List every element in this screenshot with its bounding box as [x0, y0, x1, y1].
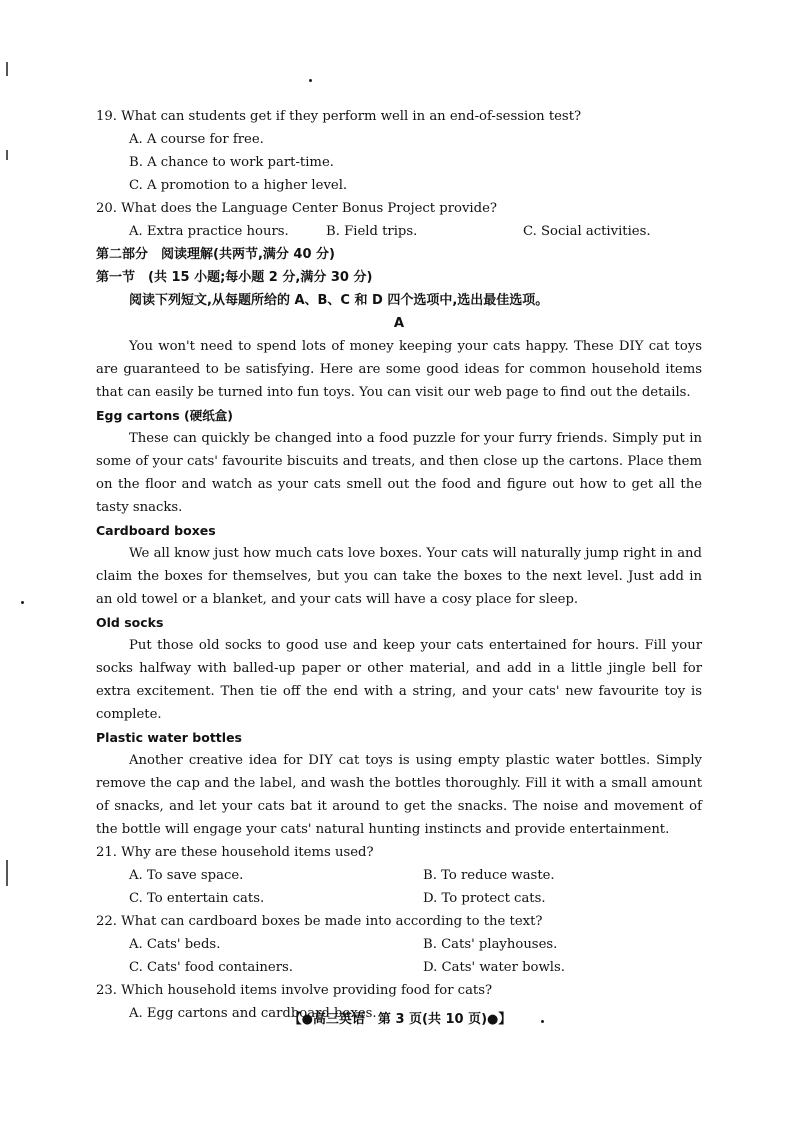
- question-21-option-c: C. To entertain cats.: [129, 891, 265, 906]
- question-20-stem: 20. What does the Language Center Bonus Project provide?: [96, 201, 497, 216]
- question-20-option-b: B. Field trips.: [326, 224, 418, 239]
- question-21-options-row1: [96, 864, 702, 887]
- section-text-old-socks: Put those old socks to good use and keep your cats entertained for hours. Fill your socks halfway with balled-up paper or other material, and add in a little jingle bell for extra excitement. Then tie off the end with a string, and your cats' new favourite toy is complete.: [96, 638, 702, 722]
- section-title-egg-cartons: Egg cartons (硬纸盒): [96, 408, 233, 423]
- section-text-cardboard-boxes: We all know just how much cats love boxes. Your cats will naturally jump right in and claim the boxes for themselves, but you can take the boxes to the next level. Just add in an old towel or a blanket, and your cats will have a cosy place for sleep.: [96, 546, 702, 607]
- section-text-plastic-bottles: Another creative idea for DIY cat toys is using empty plastic water bottles. Simply remove the cap and the label, and wash the bottles thoroughly. Fill it with a small amount of snacks, and let your cats bat it around to get the snacks. The noise and movement of the bottle will engage your cats' natural hunting instincts and provide entertainment.: [96, 753, 702, 837]
- scan-dot: [21, 601, 24, 604]
- question-21-option-b: B. To reduce waste.: [423, 868, 555, 883]
- question-23-stem: 23. Which household items involve providing food for cats?: [96, 983, 493, 998]
- question-20-option-a: A. Extra practice hours.: [129, 224, 289, 239]
- question-22-stem: 22. What can cardboard boxes be made into according to the text?: [96, 914, 543, 929]
- section-title-old-socks: Old socks: [96, 615, 164, 630]
- question-22-option-b: B. Cats' playhouses.: [423, 937, 558, 952]
- passage-label: A: [393, 316, 405, 331]
- scan-edge-mark: [6, 860, 8, 886]
- question-22-options-row2: [96, 956, 702, 979]
- passage-intro: You won't need to spend lots of money keeping your cats happy. These DIY cat toys are guaranteed to be satisfying. Here are some good ideas for common household items that can easily be turned into fun toys. You can visit our web page to find out the details.: [96, 339, 702, 400]
- question-23-option-a: A. Egg cartons and cardboard boxes.: [129, 1006, 377, 1021]
- reading-instruction: 阅读下列短文,从每题所给的 A、B、C 和 D 四个选项中,选出最佳选项。: [129, 293, 549, 308]
- section-title-cardboard-boxes: Cardboard boxes: [96, 523, 216, 538]
- part2-heading: 第二部分 阅读理解(共两节,满分 40 分): [96, 247, 335, 262]
- section-text-egg-cartons: These can quickly be changed into a food puzzle for your furry friends. Simply put in some of your cats' favourite biscuits and treats, and then close up the cartons. Place them on the floor and watch as your cats smell out the food and figure out how to get all the tasty snacks.: [96, 431, 702, 515]
- question-21-stem: 21. Why are these household items used?: [96, 845, 374, 860]
- scan-dot: [309, 79, 312, 82]
- question-21-option-a: A. To save space.: [129, 868, 244, 883]
- question-20-options: [96, 220, 702, 243]
- scan-edge-mark: [6, 150, 8, 160]
- page-footer: 【●高三英语 第 3 页(共 10 页)●】: [288, 1012, 512, 1027]
- scan-edge-mark: [6, 62, 8, 76]
- question-21-option-d: D. To protect cats.: [423, 891, 546, 906]
- question-22-options-row1: [96, 933, 702, 956]
- question-20-option-c: C. Social activities.: [523, 224, 651, 239]
- section-title-plastic-bottles: Plastic water bottles: [96, 730, 242, 745]
- question-19-option-c: C. A promotion to a higher level.: [129, 178, 348, 193]
- question-22-option-a: A. Cats' beds.: [129, 937, 221, 952]
- question-19-stem: 19. What can students get if they perform well in an end-of-session test?: [96, 109, 582, 124]
- question-21-options-row2: [96, 887, 702, 910]
- question-19-option-b: B. A chance to work part-time.: [129, 155, 334, 170]
- question-22-option-c: C. Cats' food containers.: [129, 960, 293, 975]
- exam-content: [96, 105, 702, 1025]
- question-22-option-d: D. Cats' water bowls.: [423, 960, 565, 975]
- section1-heading: 第一节 (共 15 小题;每小题 2 分,满分 30 分): [96, 270, 373, 285]
- question-19-option-a: A. A course for free.: [129, 132, 264, 147]
